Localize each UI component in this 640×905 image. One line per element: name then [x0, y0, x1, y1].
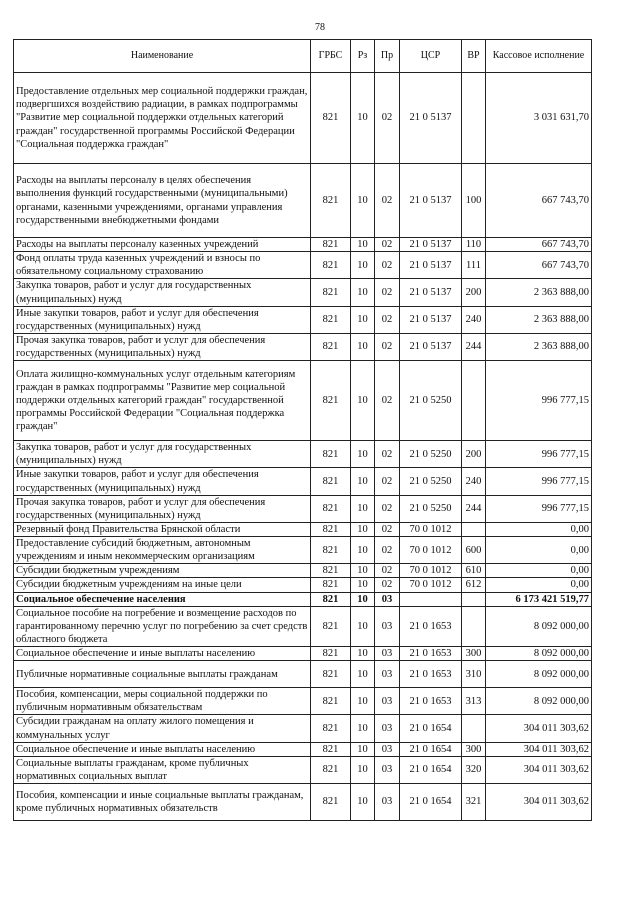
row-name: Иные закупки товаров, работ и услуг для обеспечения государственных (муниципальных) нужд — [14, 306, 311, 333]
row-pr: 02 — [375, 441, 400, 468]
table-row — [14, 661, 592, 688]
table-row — [14, 537, 592, 564]
row-csr: 70 0 1012 — [400, 522, 462, 536]
row-name: Социальное обеспечение населения — [14, 592, 311, 606]
table-header-row — [14, 40, 592, 73]
table-row — [14, 606, 592, 646]
row-pr: 02 — [375, 333, 400, 360]
table-row — [14, 715, 592, 742]
row-name: Социальное обеспечение и иные выплаты населению — [14, 647, 311, 661]
table-body — [14, 73, 592, 821]
row-vr — [462, 73, 486, 164]
row-name: Предоставление субсидий бюджетным, автономным учреждениям и иным некоммерческим организациям — [14, 537, 311, 564]
row-pr: 03 — [375, 756, 400, 783]
row-name: Расходы на выплаты персоналу казенных учреждений — [14, 238, 311, 252]
row-csr: 21 0 5250 — [400, 495, 462, 522]
row-amount: 304 011 303,62 — [486, 756, 592, 783]
row-grbs: 821 — [311, 537, 351, 564]
row-rz: 10 — [351, 522, 375, 536]
row-pr: 02 — [375, 252, 400, 279]
row-amount: 996 777,15 — [486, 441, 592, 468]
row-vr: 200 — [462, 279, 486, 306]
header-name: Наименование — [14, 40, 311, 73]
row-rz: 10 — [351, 592, 375, 606]
row-grbs: 821 — [311, 688, 351, 715]
table-row — [14, 252, 592, 279]
row-amount: 2 363 888,00 — [486, 279, 592, 306]
row-pr: 02 — [375, 468, 400, 495]
row-name: Фонд оплаты труда казенных учреждений и взносы по обязательному социальному страхованию — [14, 252, 311, 279]
table-row — [14, 564, 592, 578]
row-grbs: 821 — [311, 606, 351, 646]
row-vr — [462, 606, 486, 646]
header-pr: Пр — [375, 40, 400, 73]
table-row — [14, 742, 592, 756]
row-vr: 612 — [462, 578, 486, 592]
row-amount: 304 011 303,62 — [486, 784, 592, 821]
row-vr: 200 — [462, 441, 486, 468]
row-grbs: 821 — [311, 715, 351, 742]
row-pr: 02 — [375, 73, 400, 164]
row-rz: 10 — [351, 564, 375, 578]
row-csr: 21 0 5250 — [400, 468, 462, 495]
row-amount: 2 363 888,00 — [486, 306, 592, 333]
row-rz: 10 — [351, 468, 375, 495]
row-grbs: 821 — [311, 333, 351, 360]
row-vr: 300 — [462, 742, 486, 756]
row-rz: 10 — [351, 333, 375, 360]
row-name: Прочая закупка товаров, работ и услуг для обеспечения государственных (муниципальных) нужд — [14, 333, 311, 360]
row-grbs: 821 — [311, 306, 351, 333]
table-row — [14, 73, 592, 164]
row-csr: 21 0 1654 — [400, 715, 462, 742]
row-rz: 10 — [351, 715, 375, 742]
row-csr: 70 0 1012 — [400, 564, 462, 578]
row-grbs: 821 — [311, 742, 351, 756]
row-vr: 100 — [462, 164, 486, 238]
row-vr: 111 — [462, 252, 486, 279]
header-csr: ЦСР — [400, 40, 462, 73]
row-csr: 21 0 1654 — [400, 756, 462, 783]
row-grbs: 821 — [311, 578, 351, 592]
row-grbs: 821 — [311, 468, 351, 495]
row-vr — [462, 522, 486, 536]
row-name: Оплата жилищно-коммунальных услуг отдельным категориям граждан в рамках подпрограммы "Развитие мер социальной поддержки отдельных категорий граждан" государственной программы Российской Федерации "Социальная поддержка граждан" — [14, 361, 311, 441]
row-rz: 10 — [351, 252, 375, 279]
row-vr — [462, 715, 486, 742]
table-row — [14, 238, 592, 252]
table-row — [14, 784, 592, 821]
row-rz: 10 — [351, 578, 375, 592]
row-grbs: 821 — [311, 441, 351, 468]
row-name: Социальные выплаты гражданам, кроме публичных нормативных социальных выплат — [14, 756, 311, 783]
row-pr: 02 — [375, 578, 400, 592]
row-rz: 10 — [351, 647, 375, 661]
row-amount: 8 092 000,00 — [486, 647, 592, 661]
row-csr: 21 0 5137 — [400, 164, 462, 238]
row-csr: 21 0 5137 — [400, 333, 462, 360]
row-rz: 10 — [351, 688, 375, 715]
row-vr: 310 — [462, 661, 486, 688]
table-row — [14, 441, 592, 468]
row-grbs: 821 — [311, 522, 351, 536]
row-grbs: 821 — [311, 238, 351, 252]
row-rz: 10 — [351, 537, 375, 564]
row-rz: 10 — [351, 73, 375, 164]
row-csr: 21 0 1654 — [400, 742, 462, 756]
header-amount: Кассовое исполнение — [486, 40, 592, 73]
row-pr: 02 — [375, 279, 400, 306]
row-pr: 02 — [375, 238, 400, 252]
row-amount: 0,00 — [486, 522, 592, 536]
row-pr: 02 — [375, 164, 400, 238]
row-csr: 21 0 1653 — [400, 606, 462, 646]
row-amount: 3 031 631,70 — [486, 73, 592, 164]
row-amount: 8 092 000,00 — [486, 688, 592, 715]
header-rz: Рз — [351, 40, 375, 73]
row-pr: 03 — [375, 688, 400, 715]
row-name: Пособия, компенсации и иные социальные выплаты гражданам, кроме публичных нормативных обязательств — [14, 784, 311, 821]
row-vr: 610 — [462, 564, 486, 578]
row-amount: 996 777,15 — [486, 361, 592, 441]
row-pr: 02 — [375, 522, 400, 536]
row-amount: 304 011 303,62 — [486, 715, 592, 742]
row-vr: 300 — [462, 647, 486, 661]
row-pr: 02 — [375, 495, 400, 522]
row-vr — [462, 592, 486, 606]
row-grbs: 821 — [311, 495, 351, 522]
row-grbs: 821 — [311, 647, 351, 661]
table-row — [14, 468, 592, 495]
table-row — [14, 333, 592, 360]
row-grbs: 821 — [311, 73, 351, 164]
row-pr: 03 — [375, 592, 400, 606]
row-name: Социальное пособие на погребение и возмещение расходов по гарантированному перечню услуг по погребению за счет средств областного бюджета — [14, 606, 311, 646]
row-grbs: 821 — [311, 252, 351, 279]
row-csr: 21 0 5137 — [400, 252, 462, 279]
row-vr: 313 — [462, 688, 486, 715]
row-csr: 21 0 5250 — [400, 441, 462, 468]
row-name: Закупка товаров, работ и услуг для государственных (муниципальных) нужд — [14, 441, 311, 468]
row-vr: 244 — [462, 333, 486, 360]
row-rz: 10 — [351, 756, 375, 783]
row-csr: 21 0 1653 — [400, 647, 462, 661]
page-number: 78 — [315, 22, 325, 33]
row-name: Публичные нормативные социальные выплаты гражданам — [14, 661, 311, 688]
row-rz: 10 — [351, 495, 375, 522]
row-amount: 667 743,70 — [486, 238, 592, 252]
row-csr: 21 0 5137 — [400, 73, 462, 164]
row-name: Расходы на выплаты персоналу в целях обеспечения выполнения функций государственными (муниципальными) органами, казенными учреждениями, органами управления государственными внебюджетными фондами — [14, 164, 311, 238]
row-vr: 240 — [462, 468, 486, 495]
row-csr: 70 0 1012 — [400, 537, 462, 564]
row-pr: 03 — [375, 784, 400, 821]
row-pr: 02 — [375, 361, 400, 441]
row-amount: 0,00 — [486, 537, 592, 564]
row-vr: 600 — [462, 537, 486, 564]
row-name: Субсидии бюджетным учреждениям — [14, 564, 311, 578]
row-pr: 03 — [375, 606, 400, 646]
table-row — [14, 361, 592, 441]
row-pr: 03 — [375, 715, 400, 742]
row-name: Предоставление отдельных мер социальной поддержки граждан, подвергшихся воздействию радиации, в рамках подпрограммы "Развитие мер социальной поддержки отдельных категорий граждан" государственной программы Российской Федерации "Социальная поддержка граждан" — [14, 73, 311, 164]
row-rz: 10 — [351, 238, 375, 252]
row-pr: 03 — [375, 647, 400, 661]
table-row — [14, 495, 592, 522]
row-grbs: 821 — [311, 361, 351, 441]
table-row — [14, 578, 592, 592]
table-row — [14, 279, 592, 306]
row-rz: 10 — [351, 606, 375, 646]
row-name: Пособия, компенсации, меры социальной поддержки по публичным нормативным обязательствам — [14, 688, 311, 715]
row-csr — [400, 592, 462, 606]
row-csr: 21 0 5137 — [400, 279, 462, 306]
row-name: Резервный фонд Правительства Брянской области — [14, 522, 311, 536]
row-rz: 10 — [351, 164, 375, 238]
row-pr: 03 — [375, 661, 400, 688]
row-amount: 667 743,70 — [486, 252, 592, 279]
row-csr: 70 0 1012 — [400, 578, 462, 592]
row-vr: 321 — [462, 784, 486, 821]
row-rz: 10 — [351, 742, 375, 756]
row-amount: 8 092 000,00 — [486, 661, 592, 688]
row-grbs: 821 — [311, 564, 351, 578]
row-rz: 10 — [351, 279, 375, 306]
table-row — [14, 647, 592, 661]
header-vr: ВР — [462, 40, 486, 73]
row-amount: 996 777,15 — [486, 495, 592, 522]
row-vr — [462, 361, 486, 441]
row-amount: 6 173 421 519,77 — [486, 592, 592, 606]
row-csr: 21 0 1653 — [400, 688, 462, 715]
row-grbs: 821 — [311, 279, 351, 306]
row-pr: 02 — [375, 537, 400, 564]
row-name: Социальное обеспечение и иные выплаты населению — [14, 742, 311, 756]
table-row — [14, 164, 592, 238]
table-row — [14, 688, 592, 715]
header-grbs: ГРБС — [311, 40, 351, 73]
row-amount: 996 777,15 — [486, 468, 592, 495]
row-vr: 110 — [462, 238, 486, 252]
row-name: Субсидии гражданам на оплату жилого помещения и коммунальных услуг — [14, 715, 311, 742]
row-pr: 02 — [375, 564, 400, 578]
row-pr: 02 — [375, 306, 400, 333]
row-csr: 21 0 5137 — [400, 306, 462, 333]
row-rz: 10 — [351, 784, 375, 821]
row-grbs: 821 — [311, 164, 351, 238]
row-grbs: 821 — [311, 661, 351, 688]
row-csr: 21 0 5250 — [400, 361, 462, 441]
row-csr: 21 0 1654 — [400, 784, 462, 821]
table-row — [14, 756, 592, 783]
row-amount: 8 092 000,00 — [486, 606, 592, 646]
row-pr: 03 — [375, 742, 400, 756]
row-rz: 10 — [351, 361, 375, 441]
row-grbs: 821 — [311, 784, 351, 821]
row-amount: 304 011 303,62 — [486, 742, 592, 756]
row-vr: 240 — [462, 306, 486, 333]
row-amount: 0,00 — [486, 564, 592, 578]
row-amount: 0,00 — [486, 578, 592, 592]
row-grbs: 821 — [311, 756, 351, 783]
row-csr: 21 0 5137 — [400, 238, 462, 252]
row-name: Иные закупки товаров, работ и услуг для обеспечения государственных (муниципальных) нужд — [14, 468, 311, 495]
table-row — [14, 522, 592, 536]
row-amount: 2 363 888,00 — [486, 333, 592, 360]
row-csr: 21 0 1653 — [400, 661, 462, 688]
table-row — [14, 306, 592, 333]
table-row — [14, 592, 592, 606]
row-grbs: 821 — [311, 592, 351, 606]
row-name: Прочая закупка товаров, работ и услуг для обеспечения государственных (муниципальных) нужд — [14, 495, 311, 522]
row-rz: 10 — [351, 661, 375, 688]
row-rz: 10 — [351, 306, 375, 333]
row-rz: 10 — [351, 441, 375, 468]
row-vr: 244 — [462, 495, 486, 522]
budget-execution-table — [13, 39, 592, 821]
row-amount: 667 743,70 — [486, 164, 592, 238]
row-name: Субсидии бюджетным учреждениям на иные цели — [14, 578, 311, 592]
row-vr: 320 — [462, 756, 486, 783]
row-name: Закупка товаров, работ и услуг для государственных (муниципальных) нужд — [14, 279, 311, 306]
